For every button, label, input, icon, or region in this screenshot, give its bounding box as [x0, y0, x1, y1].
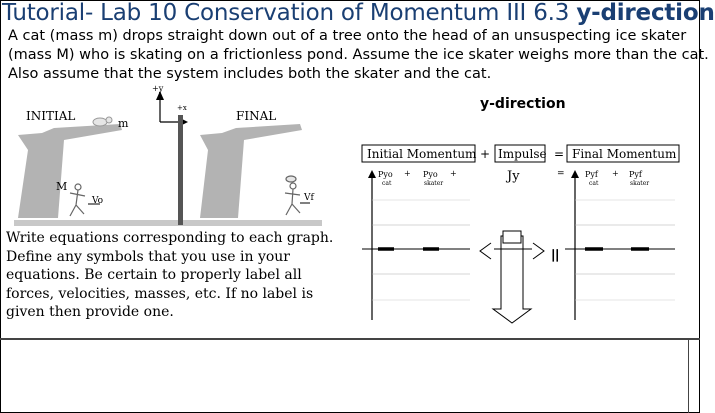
- label-equals-small: =: [557, 169, 565, 179]
- tree-final: [200, 124, 302, 218]
- label-pyf-skater-sub: skater: [630, 180, 650, 187]
- divider-pole: [178, 115, 183, 225]
- task-line: equations. Be certain to properly label all: [6, 267, 302, 283]
- description-line: (mass M) who is skating on a frictionless pond. Assume the ice skater weighs more than the cat.: [8, 47, 709, 63]
- divider-line-vertical: [688, 338, 689, 413]
- label-impulse-jy: Jy: [507, 169, 520, 184]
- label-plus-3: +: [612, 169, 619, 178]
- header-final-momentum: Final Momentum: [572, 147, 677, 161]
- label-pyo-skater: Pyo: [423, 170, 438, 179]
- task-line: Define any symbols that you use in your: [6, 248, 290, 265]
- task-line: given then provide one.: [6, 304, 174, 320]
- label-plus-1: +: [404, 169, 411, 178]
- header-plus: +: [480, 147, 491, 161]
- final-label: FINAL: [236, 109, 277, 123]
- divider-line: [0, 338, 700, 340]
- label-plus-2: +: [450, 169, 457, 178]
- page-title: Tutorial- Lab 10 Conservation of Momentum III 6.3 y-direction: [2, 0, 715, 26]
- cat-figure: [93, 117, 112, 126]
- skater-initial: [70, 184, 85, 216]
- ice-surface: [14, 220, 322, 226]
- initial-label: INITIAL: [26, 109, 76, 123]
- task-line: Write equations corresponding to each graph.: [6, 230, 334, 246]
- axis-x-label: +x: [177, 104, 187, 112]
- label-pyo-skater-sub: skater: [424, 180, 444, 187]
- axis-y-label: +y: [152, 84, 164, 93]
- label-pyo-cat: Pyo: [378, 170, 393, 179]
- header-equals: =: [554, 147, 565, 161]
- label-pyf-skater: Pyf: [629, 170, 642, 179]
- label-pyf-cat: Pyf: [585, 170, 598, 179]
- header-impulse: Impulse: [498, 147, 547, 161]
- velocity-initial-label: Vo: [92, 196, 104, 206]
- velocity-final-label: Vf: [304, 193, 314, 203]
- task-instructions: [6, 229, 346, 322]
- description-line: Also assume that the system includes both the skater and the cat.: [8, 66, 492, 82]
- label-pyf-cat-sub: cat: [589, 180, 599, 187]
- header-initial-momentum: Initial Momentum: [367, 147, 477, 161]
- task-line: forces, velocities, masses, etc. If no label is: [6, 285, 314, 302]
- description-line: A cat (mass m) drops straight down out of a tree onto the head of an unsuspecting ice skater: [8, 28, 687, 44]
- label-pyo-cat-sub: cat: [382, 180, 392, 187]
- big-equals-sign: =: [544, 247, 568, 264]
- cat-mass-label: m: [118, 117, 129, 130]
- skater-final: [285, 176, 300, 215]
- skater-mass-label: M: [56, 180, 68, 193]
- tree-initial: [18, 124, 122, 218]
- graph-heading: y-direction: [480, 96, 566, 112]
